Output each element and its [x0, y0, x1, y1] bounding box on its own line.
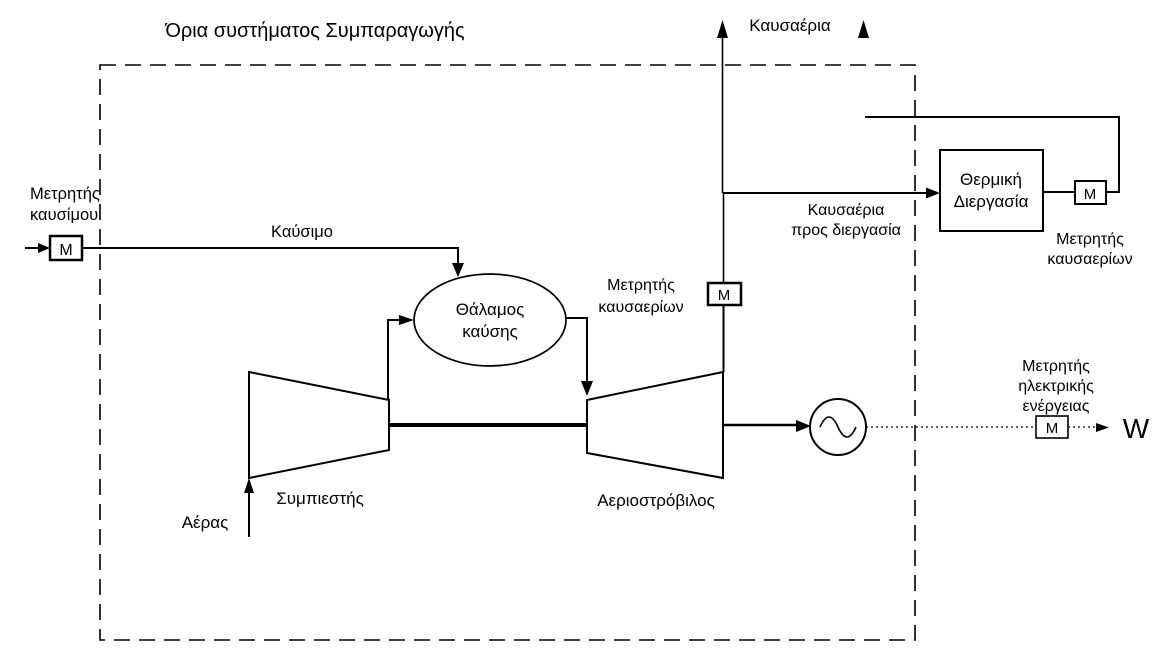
combustion-chamber-shape [414, 274, 566, 366]
exhaust-meter-mid-label-line1: Μετρητής [607, 277, 675, 294]
fuel-pipe-line [82, 248, 458, 264]
hot-gas-line [566, 318, 593, 396]
work-arrowhead-icon [1096, 423, 1109, 432]
electric-meter-label-line3: ενέργειας [1022, 398, 1090, 415]
generator [810, 399, 866, 455]
electric-output [866, 358, 1150, 444]
exhaust-meter-mid-label-line2: καυσαερίων [598, 299, 684, 316]
air-inlet [182, 478, 254, 537]
fuel-down-arrowhead-icon [452, 263, 464, 277]
combustion-chamber [414, 274, 566, 366]
generator-arrowhead-icon [796, 420, 811, 432]
air-up-arrowhead-icon [244, 478, 254, 493]
air-label: Αέρας [181, 513, 229, 532]
fuel-meter-label-line2: καυσίμου [30, 206, 99, 224]
exhaust-to-process-label-line1: Καυσαέρια [807, 202, 885, 219]
electric-meter-label-line2: ηλεκτρικής [1018, 378, 1094, 395]
hot-gas-down-arrowhead-icon [581, 381, 593, 396]
thermal-process-box [940, 150, 1043, 231]
fuel-line [82, 223, 464, 277]
exhaust-meter-right-label-line2: καυσαερίων [1047, 251, 1133, 268]
gas-turbine [587, 372, 723, 510]
exhaust-top-label: Καυσαέρια [749, 16, 831, 35]
electric-meter-symbol: M [1045, 420, 1059, 437]
gas-turbine-shape [587, 372, 723, 478]
thermal-process-label-line1: Θερμική [960, 170, 1022, 189]
thermal-process-label-line2: Διεργασία [953, 192, 1029, 211]
exhaust-meter-right-label-line1: Μετρητής [1056, 231, 1124, 248]
turbine-output-line [723, 420, 811, 432]
compressor [249, 372, 389, 508]
electric-meter-label-line1: Μετρητής [1022, 358, 1090, 375]
combustion-chamber-label-line1: Θάλαμος [455, 300, 525, 319]
combustion-chamber-label-line2: καύσης [462, 322, 518, 341]
compressed-air-line [388, 315, 414, 400]
gas-turbine-label: Αεριοστρόβιλος [597, 491, 715, 510]
hot-gas-pipe [566, 318, 587, 382]
compressor-label: Συμπιεστής [276, 489, 364, 508]
exhaust-meter-right-symbol: M [1083, 186, 1097, 203]
exhaust-up-arrowhead-2-icon [858, 20, 869, 38]
exhaust-to-process-label-line2: προς διεργασία [791, 222, 901, 239]
fuel-inlet-arrowhead-icon [38, 243, 50, 253]
exhaust-to-process [723, 188, 940, 240]
diagram-title: Όρια συστήματος Συμπαραγωγής [165, 20, 465, 42]
fuel-meter-label-line1: Μετρητής [30, 185, 100, 203]
compressed-air-pipe [388, 320, 401, 400]
process-arrowhead-icon [926, 188, 940, 199]
fuel-label: Καύσιμο [271, 223, 333, 241]
exhaust-up-arrowhead-icon [717, 20, 728, 38]
compressor-shape [249, 372, 389, 478]
air-right-arrowhead-icon [399, 315, 414, 325]
exhaust-meter-mid-symbol: M [717, 287, 731, 304]
work-symbol: W [1122, 413, 1150, 444]
fuel-meter-symbol: M [59, 242, 73, 259]
